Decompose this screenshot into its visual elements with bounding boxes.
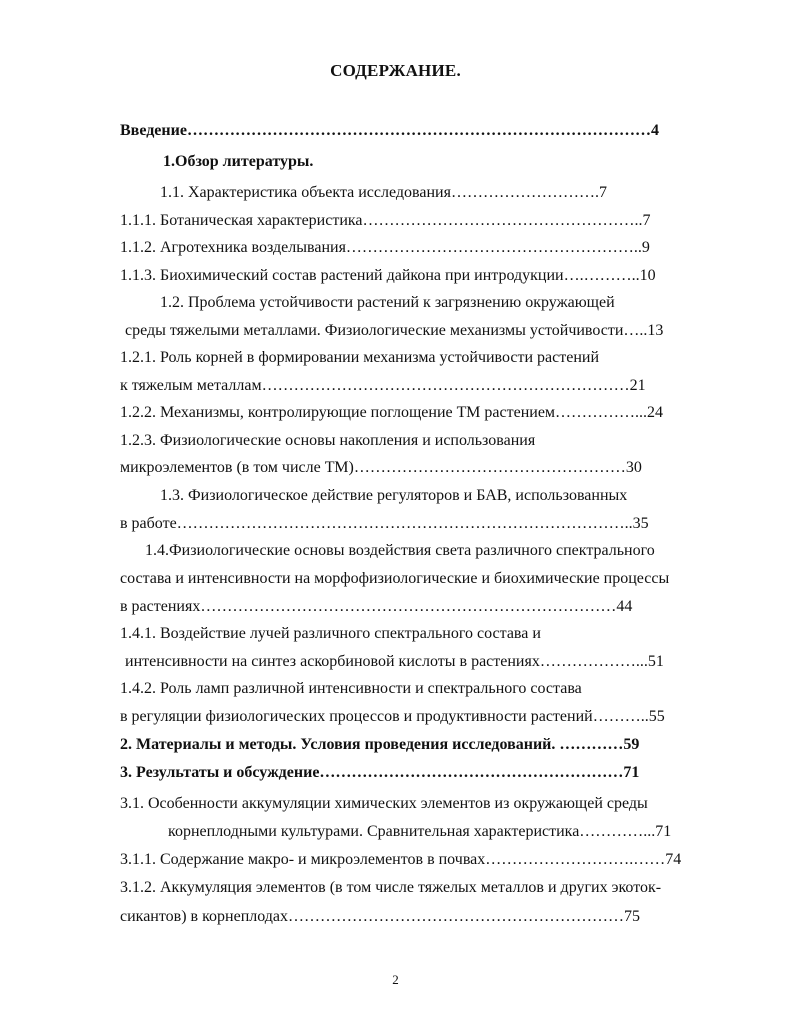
page-number: 2 [392,972,399,987]
toc-line: 2. Материалы и методы. Условия проведения исследований. …………59 [120,736,640,753]
toc-line: 1.4.2. Роль ламп различной интенсивности и спектрального состава [120,680,582,697]
toc-line: корнеплодными культурами. Сравнительная характеристика…………...71 [168,823,672,840]
toc-line: 3.1.1. Содержание макро- и микроэлементов в почвах……………………….……74 [120,851,682,868]
toc-line: 1.3. Физиологическое действие регуляторов и БАВ, использованных [160,487,628,504]
toc-line: интенсивности на синтез аскорбиновой кислоты в растениях………………...51 [125,653,664,670]
toc-line: Введение……………………………………………………………………………4 [120,122,659,139]
toc-line: к тяжелым металлам……………………………………………………………21 [120,377,646,394]
toc-line: 1.1.1. Ботаническая характеристика……………………………………………..7 [120,212,651,229]
toc-line: 1.2.3. Физиологические основы накопления и использования [120,432,536,449]
toc-line: 3.1.2. Аккумуляция элементов (в том числе тяжелых металлов и других экоток- [120,879,662,896]
toc-line: 1.1.3. Биохимический состав растений дайкона при интродукции….………..10 [120,267,656,284]
toc-line: среды тяжелыми металлами. Физиологические механизмы устойчивости…..13 [125,322,664,339]
toc-line: состава и интенсивности на морфофизиологические и биохимические процессы [120,570,670,587]
toc-line: 1.Обзор литературы. [163,153,314,170]
toc-line: 1.4.1. Воздействие лучей различного спектрального состава и [120,625,541,642]
toc-line: в регуляции физиологических процессов и продуктивности растений………..55 [120,708,665,725]
toc-line: 1.4.Физиологические основы воздействия света различного спектрального [145,542,655,559]
toc-line: 1.2. Проблема устойчивости растений к загрязнению окружающей [160,294,615,311]
toc-line: 3. Результаты и обсуждение…………………………………………………71 [120,764,640,781]
toc-line: 3.1. Особенности аккумуляции химических элементов из окружающей среды [120,795,648,812]
toc-line: 1.2.1. Роль корней в формировании механизма устойчивости растений [120,349,600,366]
toc-line: микроэлементов (в том числе ТМ)……………………………………………30 [120,459,642,476]
page-title: СОДЕРЖАНИЕ. [330,61,461,80]
toc-line: в растениях……………………………………………………………………44 [120,598,633,615]
toc-line: в работе…………………………………………………………………………..35 [120,515,649,532]
toc-line: сикантов) в корнеплодах………………………………………………………75 [120,908,641,925]
toc-line: 1.2.2. Механизмы, контролирующие поглощение ТМ растением……………...24 [120,404,664,421]
toc-line: 1.1. Характеристика объекта исследования……………………….7 [160,184,607,201]
toc-line: 1.1.2. Агротехника возделывания………………………………………………..9 [120,239,650,256]
